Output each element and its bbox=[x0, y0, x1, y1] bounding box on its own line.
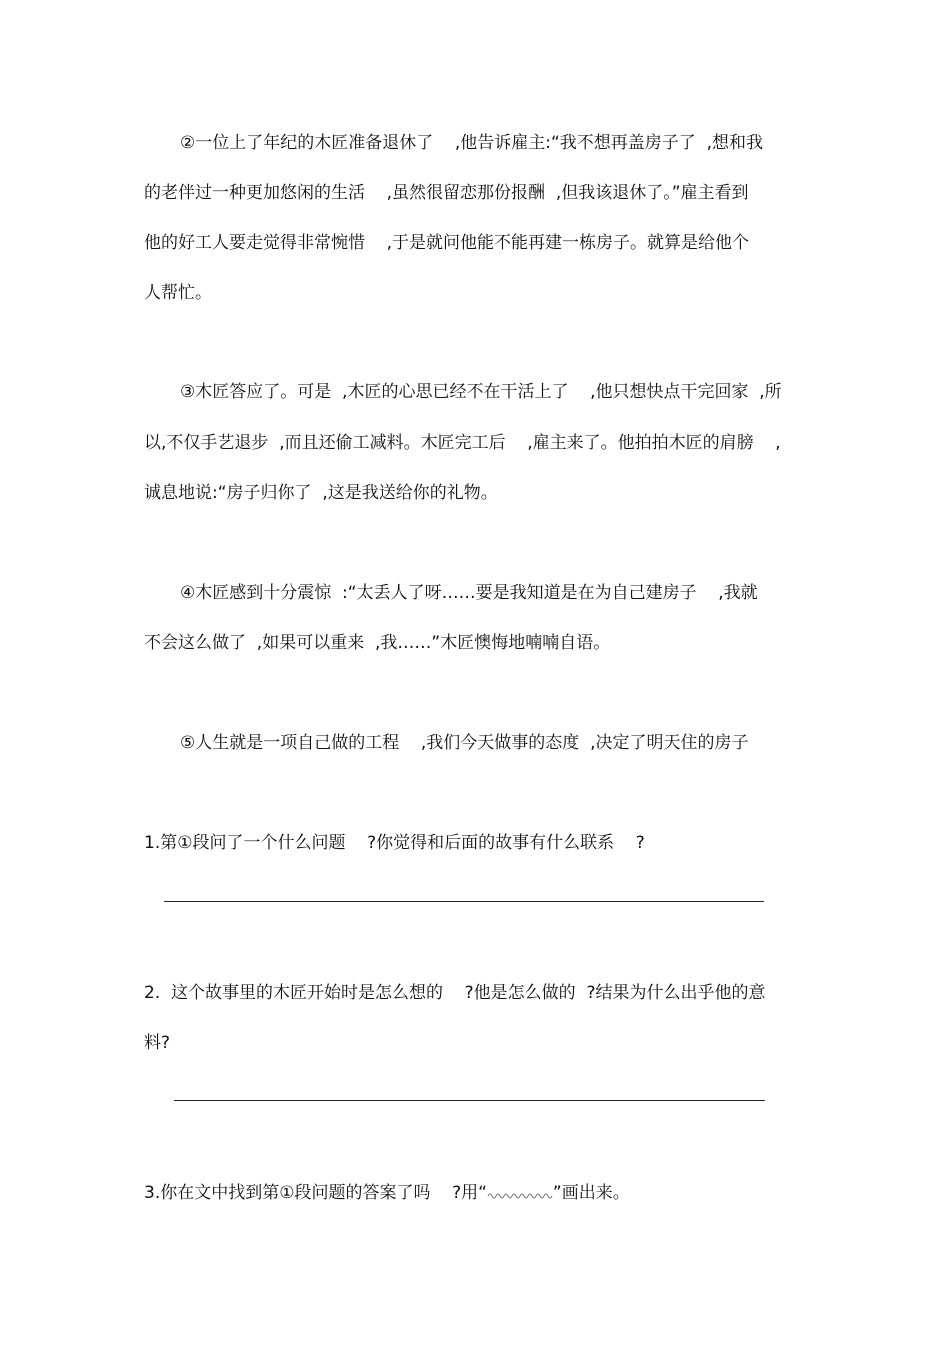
answer-line-1[interactable] bbox=[164, 901, 764, 902]
question-3-text-after: ”画出来。 bbox=[552, 1183, 630, 1203]
paragraph-2-line-4: 人帮忙。 bbox=[144, 283, 212, 303]
paragraph-4-line-2: 不会这么做了 ,如果可以重来 ,我……”木匠懊悔地喃喃自语。 bbox=[144, 633, 611, 653]
question-1: 1.第①段问了一个什么问题 ?你觉得和后面的故事有什么联系 ? bbox=[144, 833, 645, 853]
paragraph-4-line-1: ④木匠感到十分震惊 :“太丢人了呀……要是我知道是在为自己建房子 ,我就 bbox=[180, 583, 758, 603]
answer-line-2[interactable] bbox=[174, 1100, 765, 1101]
wavy-underline-mark bbox=[487, 1190, 553, 1200]
paragraph-2-line-1: ②一位上了年纪的木匠准备退休了 ,他告诉雇主:“我不想再盖房子了 ,想和我 bbox=[180, 133, 764, 153]
paragraph-2-line-3: 他的好工人要走觉得非常惋惜 ,于是就问他能不能再建一栋房子。就算是给他个 bbox=[144, 233, 750, 253]
question-3 bbox=[144, 1182, 630, 1204]
paragraph-5-line-1: ⑤人生就是一项自己做的工程 ,我们今天做事的态度 ,决定了明天住的房子 bbox=[180, 733, 749, 753]
question-2-line-1: 2. 这个故事里的木匠开始时是怎么想的 ?他是怎么做的 ?结果为什么出乎他的意 bbox=[144, 983, 766, 1003]
paragraph-3-line-2: 以,不仅手艺退步 ,而且还偷工减料。木匠完工后 ,雇主来了。他拍拍木匠的肩膀 , bbox=[144, 433, 781, 453]
paragraph-3-line-3: 诚息地说:“房子归你了 ,这是我送给你的礼物。 bbox=[144, 483, 498, 503]
paragraph-2-line-2: 的老伴过一种更加悠闲的生活 ,虽然很留恋那份报酬 ,但我该退休了。”雇主看到 bbox=[144, 183, 749, 203]
question-3-text-before: 3.你在文中找到第①段问题的答案了吗 ?用“ bbox=[144, 1183, 487, 1203]
question-2-line-2: 料? bbox=[144, 1033, 171, 1053]
paragraph-3-line-1: ③木匠答应了。可是 ,木匠的心思已经不在干活上了 ,他只想快点干完回家 ,所 bbox=[180, 382, 782, 402]
